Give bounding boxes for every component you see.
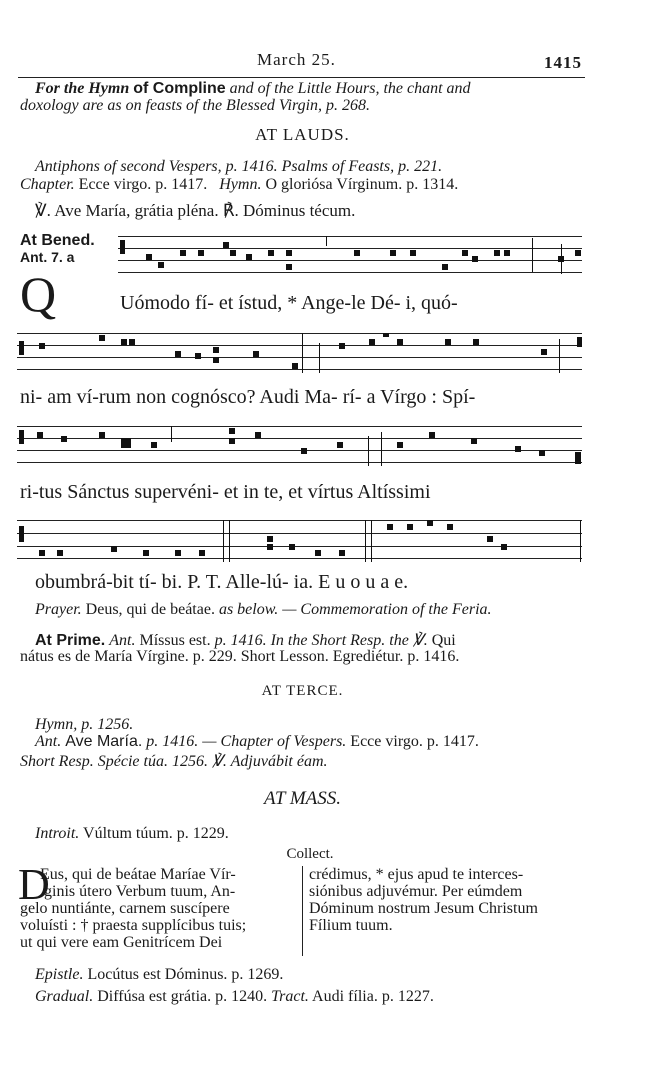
mass-introit: Introit. Vúltum túum. p. 1229. xyxy=(35,825,229,842)
terce-hymn: Hymn, p. 1256. xyxy=(35,716,134,733)
intro-line-1: For the Hymn of Compline and of the Little Hours, the chant and xyxy=(35,80,471,97)
running-head-date: March 25. xyxy=(257,50,336,69)
collect-left-line: ginis útero Verbum tuum, An- xyxy=(44,883,236,900)
header-rule xyxy=(18,77,585,78)
chant-drop-cap: Q xyxy=(20,266,57,322)
chant-lyric-line-3: ri-tus Sánctus supervéni- et in te, et vírtus Altíssimi xyxy=(20,481,431,503)
section-title-mass: AT MASS. xyxy=(263,788,342,809)
neumes-4 xyxy=(17,520,582,562)
collect-title: Collect. xyxy=(286,846,334,862)
collect-left-line: voluísti : † praesta supplícibus tuis; xyxy=(20,917,247,934)
mass-epistle: Epistle. Locútus est Dóminus. p. 1269. xyxy=(35,966,284,983)
prime-line-2: nátus es de María Vírgine. p. 229. Short Lesson. Egrediétur. p. 1416. xyxy=(20,648,460,665)
music-staff-2 xyxy=(17,333,582,373)
collect-left-column xyxy=(20,866,298,951)
collect-left-line: Eus, qui de beátae Maríae Vír- xyxy=(40,866,236,883)
lauds-chapter-hymn: Chapter. Ecce virgo. p. 1417. Hymn. O gloriósa Vírginum. p. 1314. xyxy=(20,176,459,193)
music-staff-4 xyxy=(17,520,582,562)
intro-line-2: doxology are as on feasts of the Blessed Virgin, p. 268. xyxy=(20,97,371,114)
lauds-versicle: ℣. Ave María, grátia pléna. ℟. Dóminus técum. xyxy=(35,201,356,220)
mass-gradual: Gradual. Diffúsa est grátia. p. 1240. Tract. Audi fília. p. 1227. xyxy=(35,988,434,1005)
chant-lyric-line-4: obumbrá-bit tí- bi. P. T. Alle-lú- ia. E u o u a e. xyxy=(35,571,409,593)
lauds-antiphons: Antiphons of second Vespers, p. 1416. Psalms of Feasts, p. 221. xyxy=(35,158,443,175)
music-staff-3 xyxy=(17,426,582,466)
terce-short-resp: Short Resp. Spécie túa. 1256. ℣. Adjuvábit éam. xyxy=(20,753,328,770)
collect-column-divider xyxy=(302,866,303,956)
collect-left-line: gelo nuntiánte, carnem suscípere xyxy=(20,900,230,917)
music-staff-1 xyxy=(118,236,582,276)
section-title-terce: AT TERCE. xyxy=(261,683,344,699)
prime-line-1: At Prime. Ant. Míssus est. p. 1416. In the Short Resp. the ℣. Qui xyxy=(35,632,456,649)
page-number: 1415 xyxy=(544,53,582,72)
terce-antiphon: Ant. Ave María. p. 1416. — Chapter of Vespers. Ecce virgo. p. 1417. xyxy=(35,733,479,750)
neumes-1 xyxy=(118,236,582,276)
collect-drop-cap: D xyxy=(18,860,50,909)
collect-right-column: crédimus, * ejus apud te interces- siónibus adjuvémur. Per eúmdem Dóminum nostrum Jesum Christum Fílium tuum. xyxy=(309,866,538,934)
chant-lyric-line-1: Uómodo fí- et ístud, * Ange-le Dé- i, quó- xyxy=(120,292,458,314)
prayer-line: Prayer. Deus, qui de beátae. as below. — Commemoration of the Feria. xyxy=(35,601,492,618)
chant-label: At Bened. Ant. 7. a xyxy=(20,232,95,265)
neumes-3 xyxy=(17,426,582,466)
section-title-lauds: AT LAUDS. xyxy=(255,125,350,144)
collect-left-line: ut qui vere eam Genitrícem Dei xyxy=(20,934,223,951)
chant-lyric-line-2: ni- am ví-rum non cognósco? Audi Ma- rí- a Vírgo : Spí- xyxy=(20,386,476,408)
neumes-2 xyxy=(17,333,582,373)
